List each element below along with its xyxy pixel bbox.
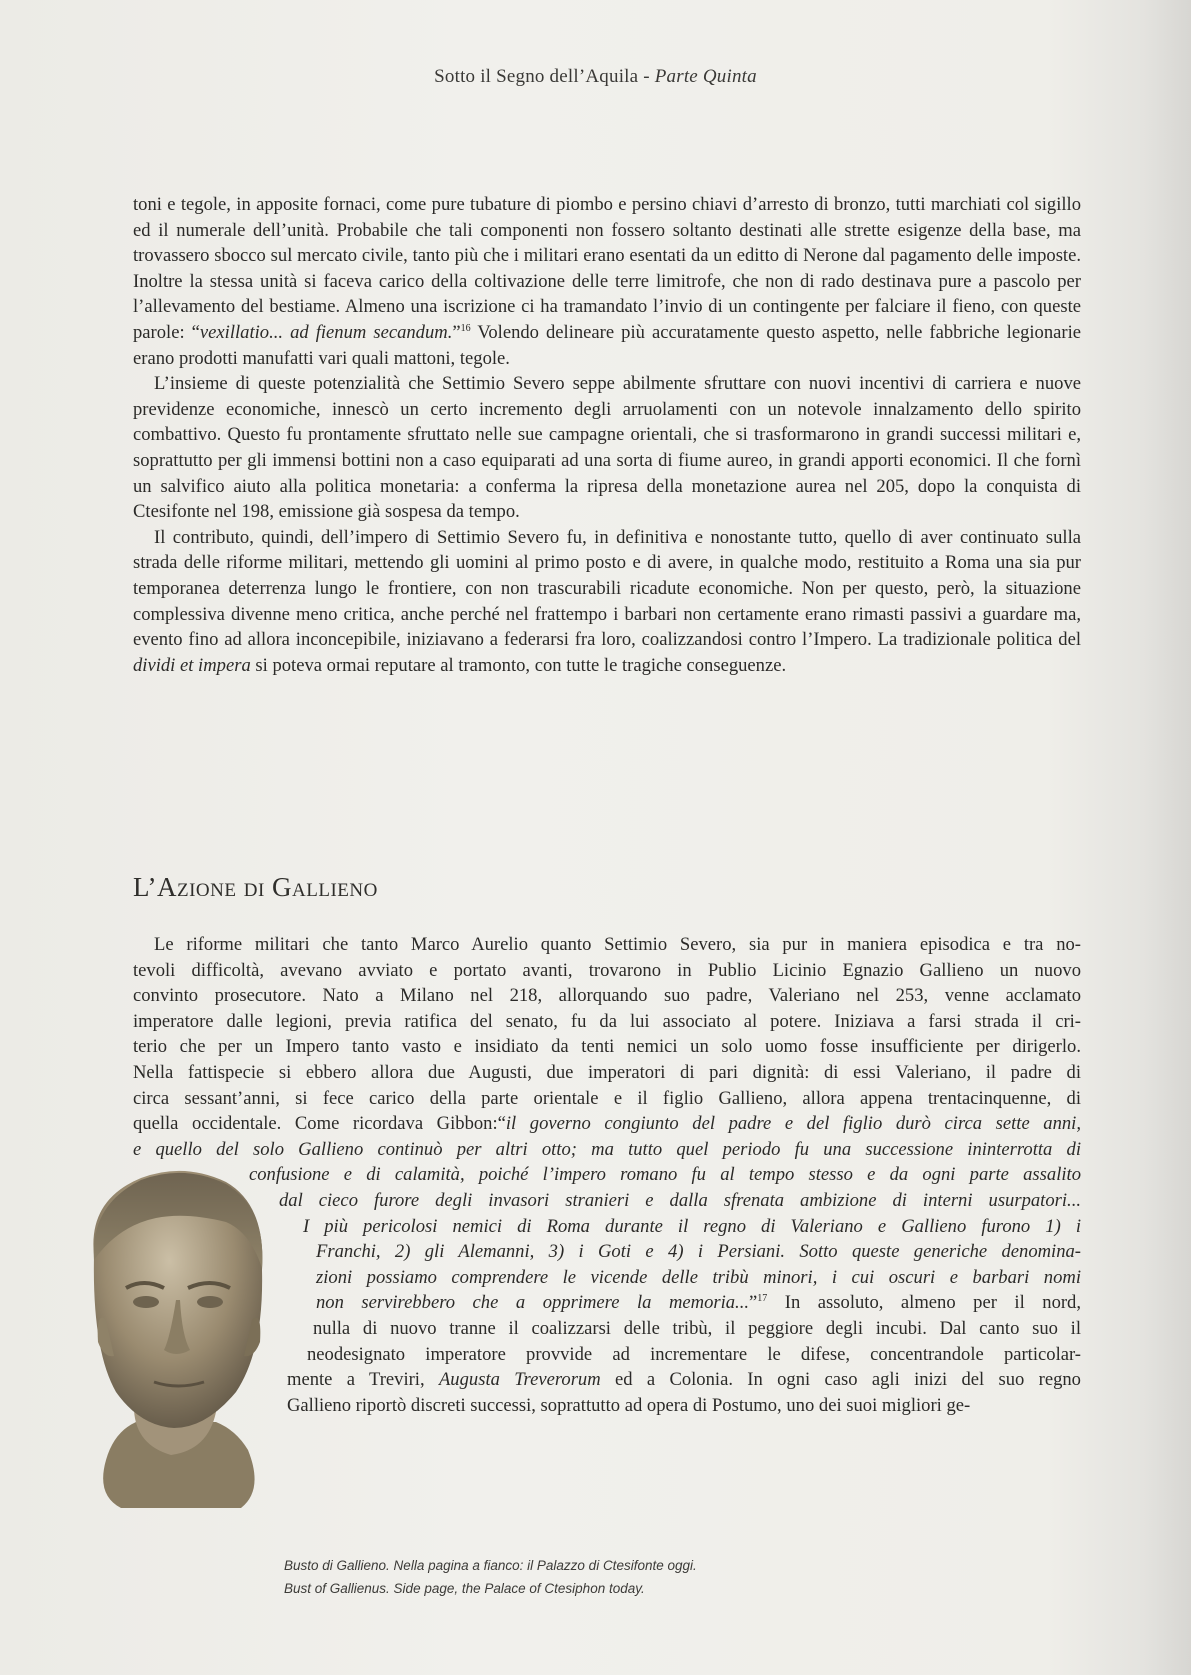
- paragraph-3: [133, 525, 1081, 679]
- p1-quote-close: ”: [452, 321, 461, 343]
- body-section-1: [133, 192, 1081, 678]
- paragraph-2: L’insieme di queste potenzialità che Settimio Severo seppe abilmente sfruttare con nuovi incentivi di carriera e nuove previdenze economiche, innescò un certo incremento degli arruolamenti con un notevole innalzamento dello spirito combattivo. Questo fu prontamente sfruttato nelle sue campagne orientali, che si trasformarono in grandi successi militari e, soprattutto per gli immensi bottini non a caso equiparati ad una sorta di fiume aureo, in grandi apporti economici. Il che fornì un salvifico aiuto alla politica monetaria: a conferma la ripresa della monetazione aurea nel 205, dopo la conquista di Ctesifonte nel 198, emissione già sospesa da tempo.: [133, 373, 1081, 523]
- section-2-lines: [133, 932, 1081, 1111]
- text-line: I più pericolosi nemici di Roma durante il regno di Valeriano e Gallieno furono 1) i: [303, 1215, 1081, 1237]
- text-line: convinto prosecutore. Nato a Milano nel 218, allorquando suo padre, Valeriano nel 253, venne acclamato: [133, 985, 1081, 1007]
- section-title: L’Azione di Gallieno: [133, 872, 378, 902]
- footnote-ref-16: 16: [460, 322, 471, 334]
- running-head: [0, 66, 1191, 88]
- quote-after: In assoluto, almeno per il nord,: [767, 1292, 1081, 1314]
- running-head-part: Parte Quinta: [654, 66, 757, 87]
- paragraph-1: [133, 192, 1081, 371]
- p3-text-b: si poteva ormai reputare al tramonto, con tutte le tragiche conseguenze.: [250, 654, 787, 676]
- caption-english: Bust of Gallienus. Side page, the Palace of Ctesiphon today.: [284, 1581, 645, 1596]
- quote-end-line: [316, 1290, 1081, 1316]
- text-line: tevoli difficoltà, avevano avviato e portato avanti, trovarono in Publio Licinio Egnazio Gallieno un nuovo: [133, 959, 1081, 981]
- quote-end: non servirebbero che a opprimere la memoria...: [316, 1292, 750, 1314]
- latin-quote: vexillatio... ad fienum secandum.: [199, 321, 453, 343]
- text-line: zioni possiamo comprendere le vicende delle tribù minori, i cui oscuri e barbari nomi: [316, 1266, 1081, 1288]
- text-line: Nella fattispecie si ebbero allora due Augusti, due imperatori di pari dignità: di essi Valeriano, il padre di: [133, 1061, 1081, 1083]
- text-line: Franchi, 2) gli Alemanni, 3) i Goti e 4) i Persiani. Sotto queste generiche denomina-: [316, 1241, 1081, 1263]
- last-line: Gallieno riportò discreti successi, soprattutto ad opera di Postumo, uno dei suoi migliori ge-: [287, 1394, 971, 1416]
- caption-italian: Busto di Gallieno. Nella pagina a fianco: il Palazzo di Ctesifonte oggi.: [284, 1558, 697, 1573]
- treveri-line: [287, 1367, 1081, 1393]
- text-line: e quello del solo Gallieno continuò per altri otto; ma tutto quel periodo fu una successione ininterrotta di: [133, 1138, 1081, 1160]
- p3-italic: dividi et impera: [133, 654, 251, 676]
- text-line: neodesignato imperatore provvide ad incrementare le difese, concentrandole particolar-: [307, 1343, 1081, 1365]
- treveri-a: mente a Treviri,: [287, 1369, 439, 1391]
- gibbon-quote-start: il governo congiunto del padre e del figlio durò circa sette anni,: [505, 1113, 1082, 1135]
- text-line: terio che per un Impero tanto vasto e insidiato da tenti nemici un solo uomo fosse insufficiente per dirigerlo.: [133, 1036, 1081, 1058]
- treveri-b: ed a Colonia. In ogni caso agli inizi del suo regno: [600, 1369, 1081, 1391]
- text-line: circa sessant’anni, si fece carico della parte orientale e il figlio Gallieno, allora appena trentacinquenne, di: [133, 1087, 1081, 1109]
- text-line: dal cieco furore degli invasori stranieri e dalla sfrenata ambizione di interni usurpatori...: [279, 1189, 1081, 1211]
- text-line: imperatore dalle legioni, previa ratifica del senato, fu da lui associato al potere. Iniziava a farsi strada il cri-: [133, 1010, 1081, 1032]
- gibbon-lead: quella occidentale. Come ricordava Gibbon:“: [133, 1113, 506, 1135]
- p3-text-a: Il contributo, quindi, dell’impero di Settimio Severo fu, in definitiva e nonostante tutto, quello di aver continuato sulla strada delle riforme militari, mettendo gli uomini al primo posto e di avere, in qualche modo, restituito a Roma una sia pur temporanea deterrenza lungo le frontiere, con non trascurabili ricadute economiche. Non per questo, però, la situazione complessiva divenne meno critica, anche perché nel frattempo i barbari non certamente erano rimasti passivi a guardare ma, evento fino ad allora inconcepibile, iniziavano a federarsi fra loro, coalizzandosi contro l’Impero. La tradizionale politica del: [133, 526, 1081, 651]
- figure-caption: [284, 1554, 697, 1600]
- quote-close: ”: [749, 1292, 758, 1314]
- p1-text-c: Volendo delineare più accuratamente questo aspetto, nelle fabbriche legionarie erano prodotti manufatti vari quali mattoni, tegole.: [133, 321, 1081, 369]
- marble-bust-image: [66, 1160, 281, 1510]
- text-line: Le riforme militari che tanto Marco Aurelio quanto Settimio Severo, sia pur in maniera episodica e tra no-: [154, 934, 1081, 955]
- text-line: confusione e di calamità, poiché l’impero romano fu al tempo stesso e da ogni parte assalito: [249, 1164, 1081, 1186]
- p1-text-a: toni e tegole, in apposite fornaci, come pure tubature di piombo e persino chiavi d’arresto di bronzo, tutti marchiati col sigillo ed il numerale dell’unità. Probabile che tali componenti non fossero soltanto destinati alle strette esigenze della base, ma trovassero sbocco sul mercato civile, tanto più che i militari erano esentati da un editto di Nerone dal pagamento delle imposte. Inoltre la stessa unità si faceva carico della coltivazione delle terre limitrofe, che non di rado destinava pure a pascolo per l’allevamento del bestiame. Almeno una iscrizione ci ha tramandato l’invio di un contingente per falciare il fieno, con queste parole: “: [133, 194, 1081, 343]
- running-head-title: Sotto il Segno dell’Aquila -: [434, 66, 650, 87]
- treveri-italic: Augusta Treverorum: [438, 1369, 601, 1391]
- footnote-ref-17: 17: [757, 1293, 768, 1305]
- gibbon-line: [133, 1111, 1081, 1137]
- text-line: nulla di nuovo tranne il coalizzarsi delle tribù, il peggiore degli incubi. Dal canto suo il: [313, 1317, 1081, 1339]
